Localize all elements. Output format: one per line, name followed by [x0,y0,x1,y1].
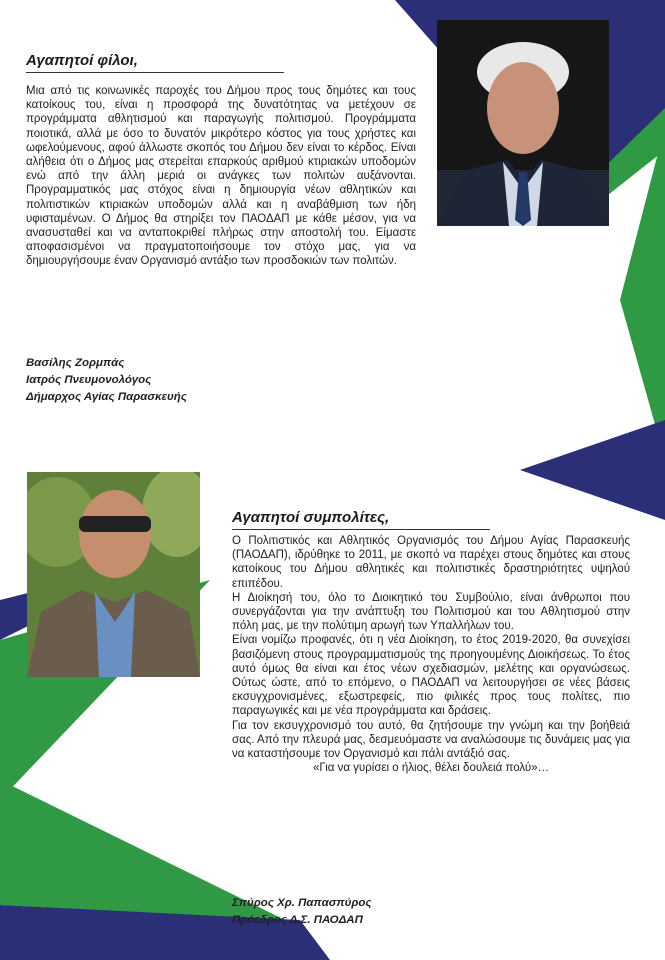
letter2-body [232,534,630,775]
letter2-paragraph-1: Ο Πολιτιστικός και Αθλητικός Οργανισμός του Δήμου Αγίας Παρασκευής (ΠΑΟΔΑΠ), ιδρύθηκε το 2011, με σκοπό να παρέχει στους δημότες και στους κατοίκους του Δήμου αθλητικές και πολιτιστικές δραστηριότητες υψηλού επιπέδου. [232,535,630,590]
letter2-paragraph-2: Η Διοίκησή του, όλο το Διοικητικό του Συμβούλιο, είναι άνθρωποι που συνεργάζονται για την ανάπτυξη του Πολιτισμού και του Αθλητισμού στην πόλη μας, με την πολύτιμη αρωγή των Υπαλλήλων του. [232,591,630,633]
letter2-paragraph-3: Είναι νομίζω προφανές, ότι η νέα Διοίκηση, το έτος 2019-2020, θα συνεχίσει βασιζόμενη στους προγραμματισμούς της προηγουμένης Διοικήσεως. Το έτος αυτό όμως θα είναι και έτος νέων σχεδιασμών, μελέτης και οργανώσεως. Ούτως ώστε, από το επόμενο, ο ΠΑΟΔΑΠ να λειτουργήσει σε νέες βάσεις εκσυγχρονισμένες, εξωστρεφείς, πιο φιλικές προς τους πολίτες, πιο παραγωγικές και με νέα προγράμματα και δράσεις. [232,634,630,718]
letter2-signature-name: Σπύρος Χρ. Παπασπύρος [232,897,372,909]
letter2-quote: «Για να γυρίσει ο ήλιος, θέλει δουλειά πολύ»… [312,762,550,775]
letter1-signature-name: Βασίλης Ζορμπάς [26,357,125,369]
letter2-signature [232,895,372,929]
letter1-paragraph: Μια από τις κοινωνικές παροχές του Δήμου προς τους δημότες και τους κατοίκους του, είναι η προσφορά της δυνατότητας να μετέχουν σε προγράμματα αθλητισμού και παραγωγής πολιτισμού. Προγράμματα ποιοτικά, αλλά με όσο το δυνατόν μικρότερο κόστος για τους χρήστες και ωφελούμενους, αφού άλλωστε σκοπός του Δήμου δεν είναι το κέρδος. Είναι αλήθεια ότι ο Δήμος μας στερείται επαρκούς αριθμού κτιριακών υποδομών ενώ από την άλλη μεριά οι ανάγκες των πολιτών αυξάνονται. Προγραμματικός μας στόχος είναι η δημιουργία νέων αθλητικών και πολιτιστικών κτιριακών υποδομών αλλά και η αναβάθμιση των ήδη υφισταμένων. Ο Δήμος θα στηρίξει τον ΠΑΟΔΑΠ με κάθε μέσον, για να ανασυσταθεί και να ανταποκριθεί πλήρως στην αποστολή του. Είμαστε αποφασισμένοι να πραγματοποιήσουμε τον στόχο μας, για να δημιουργήσουμε έναν Οργανισμό αντάξιο των προσδοκιών των πολιτών. [26,85,416,268]
letter1-heading: Αγαπητοί φίλοι, [26,52,284,73]
letter2-paragraph-4: Για τον εκσυγχρονισμό του αυτό, θα ζητήσουμε την γνώμη και την βοήθειά σας. Από την πλευρά μας, δεσμευόμαστε να αναλώσουμε τις δυνάμεις μας για να καταστήσουμε τον Οργανισμό και πάλι αντάξιό σας. [232,719,630,761]
letter1-signature-title: Δήμαρχος Αγίας Παρασκευής [26,391,187,403]
letter1-signature [26,355,187,406]
letter1-signature-role: Ιατρός Πνευμονολόγος [26,374,152,386]
letter2-heading: Αγαπητοί συμπολίτες, [232,509,490,530]
letter2-signature-title: Πρόεδρος Δ.Σ. ΠΑΟΔΑΠ [232,914,363,926]
portrait-photo-president [27,472,200,677]
portrait-photo-mayor [437,20,609,226]
letter1-body [26,84,416,269]
navy-band-right-middle [520,420,665,520]
